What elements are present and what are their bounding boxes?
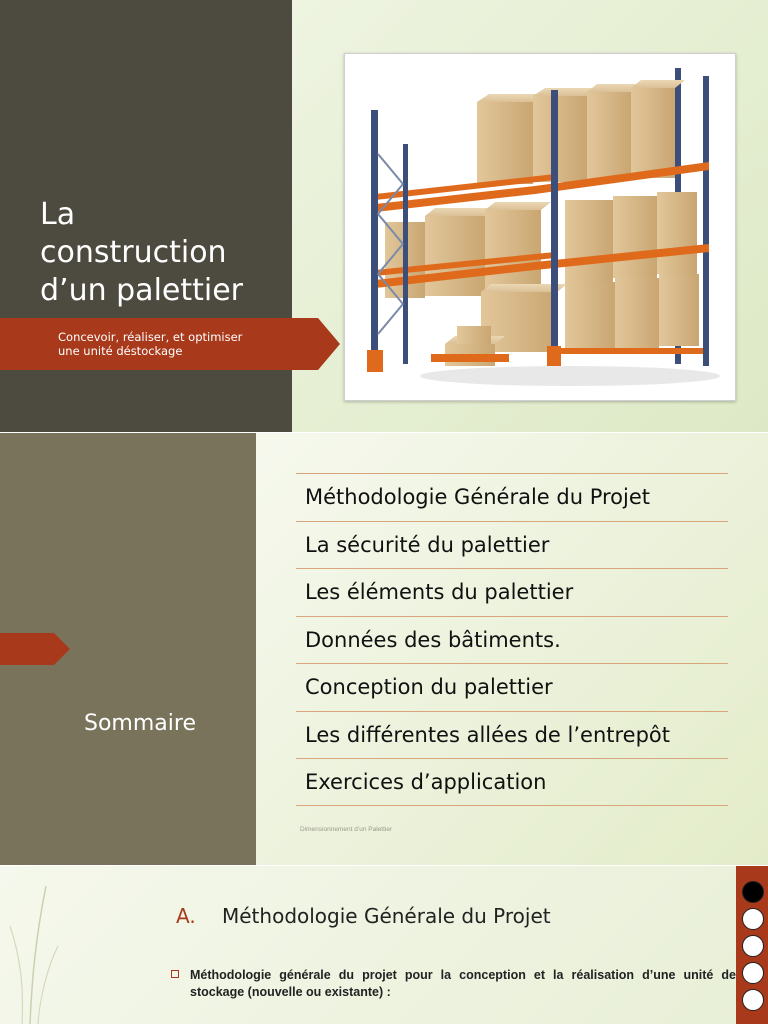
title-line: d’un palettier bbox=[40, 273, 244, 308]
toc-item[interactable]: Les différentes allées de l’entrepôt bbox=[296, 711, 728, 759]
toc-item[interactable]: Exercices d’application bbox=[296, 758, 728, 806]
circle-dot-icon[interactable] bbox=[742, 935, 764, 957]
summary-heading: Sommaire bbox=[84, 711, 196, 736]
bullet-text: Méthodologie générale du projet pour la conception et la réalisation d’une unité de stockage (nouvelle ou existante) : bbox=[190, 968, 736, 999]
title-line: La bbox=[40, 197, 76, 232]
toc-item[interactable]: La sécurité du palettier bbox=[296, 521, 728, 569]
circle-dot-icon[interactable] bbox=[742, 908, 764, 930]
circle-dot-icon[interactable] bbox=[742, 962, 764, 984]
presentation-title bbox=[40, 196, 290, 310]
section-letter: A. bbox=[176, 904, 196, 928]
toc-item[interactable]: Données des bâtiments. bbox=[296, 616, 728, 664]
toc-item[interactable]: Conception du palettier bbox=[296, 663, 728, 711]
pallet-rack-photo bbox=[344, 53, 736, 401]
section-title: Méthodologie Générale du Projet bbox=[222, 904, 551, 928]
circle-dot-icon[interactable] bbox=[742, 989, 764, 1011]
slide-footer: Dimensionnement d’un Palettier bbox=[300, 826, 393, 833]
subtitle-line: Concevoir, réaliser, et optimiser bbox=[58, 330, 243, 344]
title-slide bbox=[0, 0, 768, 432]
pallet-rack-illustration bbox=[345, 54, 735, 400]
grass-decoration bbox=[0, 866, 60, 1024]
slide-navigation bbox=[736, 866, 768, 1024]
circle-dot-icon[interactable] bbox=[742, 881, 764, 903]
table-of-contents bbox=[296, 473, 728, 806]
summary-slide bbox=[0, 433, 768, 865]
toc-item[interactable]: Méthodologie Générale du Projet bbox=[296, 473, 728, 521]
square-bullet-icon bbox=[171, 970, 179, 978]
presentation-subtitle bbox=[58, 330, 278, 358]
title-line: construction bbox=[40, 235, 227, 270]
toc-item[interactable]: Les éléments du palettier bbox=[296, 568, 728, 616]
subtitle-line: une unité déstockage bbox=[58, 344, 183, 358]
methodology-slide bbox=[0, 866, 768, 1024]
top-boxes bbox=[477, 80, 685, 184]
